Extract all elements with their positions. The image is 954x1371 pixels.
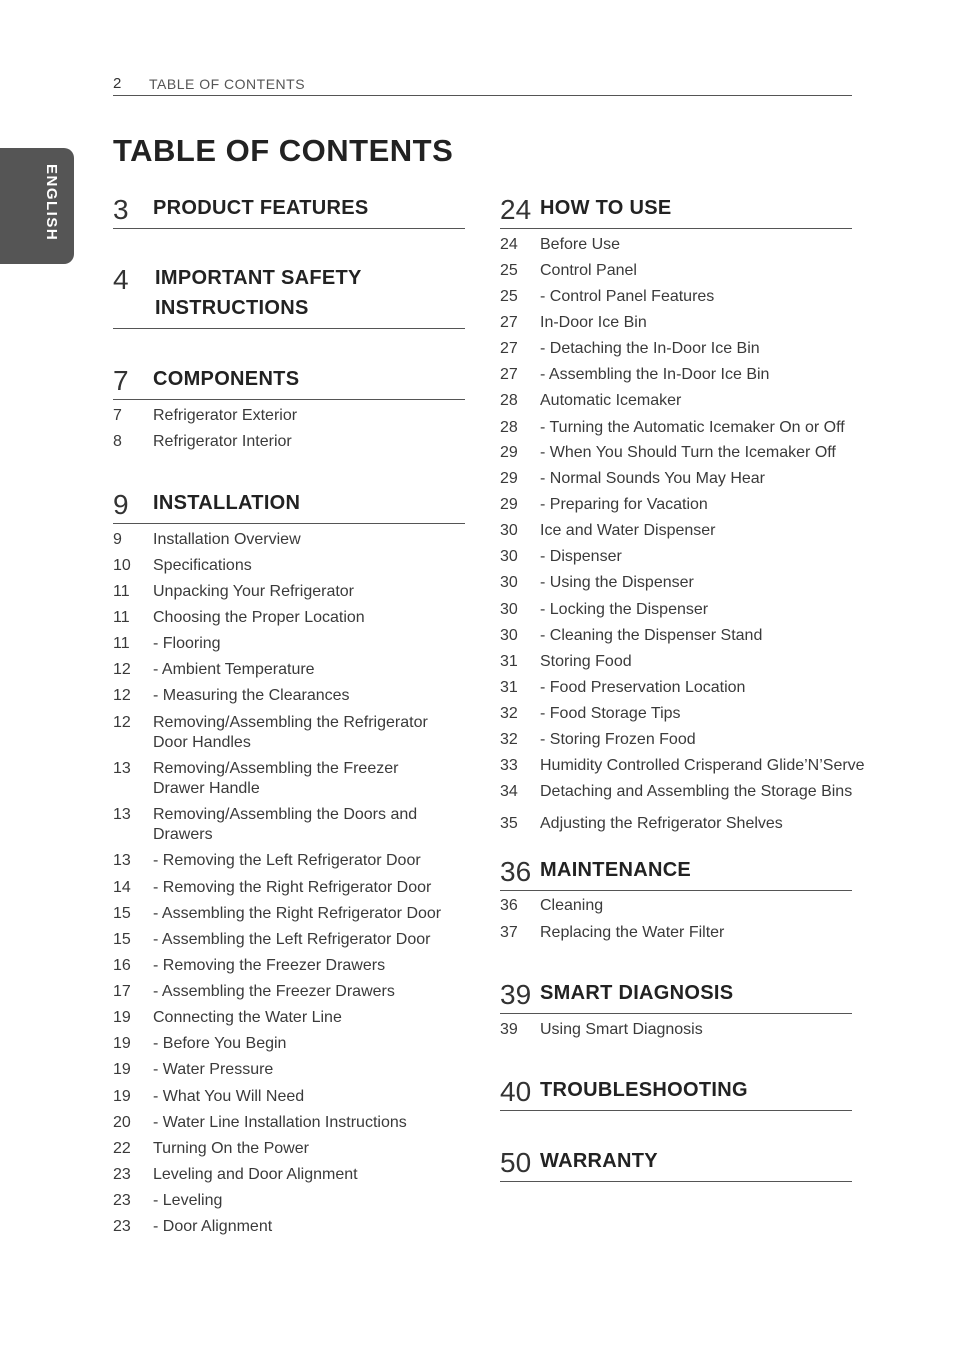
section-page-number: 50 — [500, 1147, 532, 1178]
entry-title-line: - Water Line Installation Instructions — [153, 1114, 407, 1131]
entry-page-number: 14 — [113, 879, 131, 896]
section-page-number: 40 — [500, 1076, 532, 1107]
entry-title-line: - When You Should Turn the Icemaker Off — [540, 444, 836, 461]
entry-page-number: 32 — [500, 705, 518, 722]
entry-page-number: 17 — [113, 983, 131, 1000]
entry-page-number: 37 — [500, 924, 518, 941]
entry-page-number: 22 — [113, 1140, 131, 1157]
section-title — [540, 193, 672, 223]
entry-page-number: 35 — [500, 815, 518, 832]
page-title: TABLE OF CONTENTS — [113, 133, 454, 168]
section-title-line: COMPONENTS — [153, 368, 300, 390]
entry-title — [540, 782, 852, 802]
entry-title — [540, 896, 603, 916]
entry-title-line: - Leveling — [153, 1192, 223, 1209]
entry-title — [540, 652, 632, 672]
entry-title-line: Specifications — [153, 557, 252, 574]
entry-title-line: Drawers — [153, 826, 213, 843]
entry-page-number: 29 — [500, 470, 518, 487]
section-title — [153, 193, 369, 223]
entry-title — [153, 1034, 286, 1054]
entry-title-line: Using Smart Diagnosis — [540, 1021, 703, 1038]
section-page-number: 3 — [113, 194, 129, 225]
entry-page-number: 20 — [113, 1114, 131, 1131]
entry-title — [153, 608, 365, 628]
entry-title-line: - Before You Begin — [153, 1035, 287, 1052]
entry-title — [153, 904, 441, 924]
entry-title-line: Connecting the Water Line — [153, 1009, 342, 1026]
entry-title-line: Unpacking Your Refrigerator — [153, 583, 355, 600]
entry-title — [153, 851, 421, 871]
entry-page-number: 29 — [500, 444, 518, 461]
entry-title — [540, 418, 845, 438]
entry-title-line: - What You Will Need — [153, 1088, 305, 1105]
entry-title-line: Detaching and Assembling the Storage Bins — [540, 783, 853, 800]
entry-title — [540, 600, 708, 620]
section-title-line: IMPORTANT SAFETY — [155, 267, 362, 289]
entry-page-number: 33 — [500, 757, 518, 774]
entry-title — [153, 556, 252, 576]
entry-title-line: - Detaching the In-Door Ice Bin — [540, 340, 760, 357]
entry-page-number: 24 — [500, 236, 518, 253]
entry-title-line: - Ambient Temperature — [153, 661, 315, 678]
entry-title — [153, 930, 430, 950]
entry-page-number: 39 — [500, 1021, 518, 1038]
section-title-line: INSTALLATION — [153, 492, 301, 514]
entry-title — [540, 730, 696, 750]
entry-page-number: 25 — [500, 288, 518, 305]
entry-title — [153, 1191, 222, 1211]
entry-page-number: 9 — [113, 531, 122, 548]
entry-page-number: 30 — [500, 627, 518, 644]
entry-title-line: Automatic Icemaker — [540, 392, 682, 409]
entry-title — [153, 805, 417, 845]
section-page-number: 36 — [500, 856, 532, 887]
entry-page-number: 34 — [500, 783, 518, 800]
entry-title-line: - Control Panel Features — [540, 288, 715, 305]
section-page-number: 9 — [113, 489, 129, 520]
entry-title-line: Choosing the Proper Location — [153, 609, 365, 626]
entry-title-line: - Food Storage Tips — [540, 705, 681, 722]
entry-page-number: 36 — [500, 897, 518, 914]
entry-title-line: Removing/Assembling the Doors and — [153, 806, 418, 823]
section-page-number: 24 — [500, 194, 532, 225]
entry-title-line: Leveling and Door Alignment — [153, 1166, 358, 1183]
entry-page-number: 15 — [113, 931, 131, 948]
entry-title-line: - Storing Frozen Food — [540, 731, 696, 748]
entry-title-line: - Dispenser — [540, 548, 622, 565]
entry-title — [540, 235, 620, 255]
section-page-number: 4 — [113, 264, 129, 295]
entry-title-line: - Assembling the Right Refrigerator Door — [153, 905, 442, 922]
entry-title — [540, 756, 865, 776]
entry-title-line: - Measuring the Clearances — [153, 687, 350, 704]
entry-page-number: 30 — [500, 574, 518, 591]
section-title — [540, 1146, 658, 1176]
entry-title-line: Before Use — [540, 236, 621, 253]
running-title: TABLE OF CONTENTS — [149, 76, 306, 92]
entry-title — [540, 443, 836, 463]
section-title-line: HOW TO USE — [540, 197, 672, 219]
section-page-number: 7 — [113, 365, 129, 396]
entry-page-number: 28 — [500, 419, 518, 436]
entry-page-number: 13 — [113, 852, 131, 869]
entry-title — [540, 1020, 703, 1040]
entry-title — [153, 1165, 358, 1185]
section-heading — [500, 850, 852, 891]
section-title — [540, 855, 691, 885]
entry-title-line: Cleaning — [540, 897, 604, 914]
entry-title-line: Humidity Controlled Crisperand Glide’N’Serve — [540, 757, 865, 774]
entry-title — [540, 313, 647, 333]
section-page-number: 39 — [500, 979, 532, 1010]
entry-title — [540, 573, 694, 593]
entry-page-number: 23 — [113, 1192, 131, 1209]
entry-title — [153, 686, 350, 706]
entry-page-number: 19 — [113, 1088, 131, 1105]
entry-title-line: Ice and Water Dispenser — [540, 522, 716, 539]
entry-page-number: 11 — [113, 635, 130, 652]
entry-title — [540, 287, 714, 307]
language-tab — [0, 148, 74, 264]
section-title — [153, 488, 300, 518]
section-heading — [113, 258, 465, 329]
entry-title — [153, 878, 431, 898]
entry-title — [153, 713, 428, 753]
section-heading — [500, 973, 852, 1014]
entry-page-number: 12 — [113, 714, 131, 731]
entry-title — [540, 626, 762, 646]
entry-page-number: 7 — [113, 407, 122, 424]
entry-page-number: 29 — [500, 496, 518, 513]
entry-title-line: - Assembling the Left Refrigerator Door — [153, 931, 431, 948]
entry-title — [540, 704, 681, 724]
entry-title — [153, 634, 221, 654]
section-title-line: TROUBLESHOOTING — [540, 1079, 748, 1101]
entry-page-number: 31 — [500, 679, 518, 696]
section-title-line: SMART DIAGNOSIS — [540, 982, 734, 1004]
entry-title — [540, 365, 769, 385]
section-heading — [113, 359, 465, 400]
running-header — [113, 73, 852, 96]
entry-title-line: Removing/Assembling the Refrigerator — [153, 714, 428, 731]
entry-title — [540, 261, 637, 281]
section-heading — [500, 1141, 852, 1182]
section-title — [155, 263, 362, 323]
section-heading — [500, 1070, 852, 1111]
section-title — [153, 364, 299, 394]
entry-page-number: 27 — [500, 366, 518, 383]
entry-title-line: - Food Preservation Location — [540, 679, 746, 696]
entry-title-line: - Turning the Automatic Icemaker On or Off — [540, 419, 845, 436]
entry-title-line: - Removing the Right Refrigerator Door — [153, 879, 432, 896]
section-heading — [113, 188, 465, 229]
entry-page-number: 13 — [113, 806, 131, 823]
entry-title — [153, 1060, 273, 1080]
entry-page-number: 11 — [113, 609, 130, 626]
entry-title-line: Storing Food — [540, 653, 632, 670]
entry-title-line: Replacing the Water Filter — [540, 924, 725, 941]
entry-page-number: 8 — [113, 433, 122, 450]
entry-title-line: - Using the Dispenser — [540, 574, 694, 591]
entry-title-line: - Water Pressure — [153, 1061, 274, 1078]
entry-title-line: - Normal Sounds You May Hear — [540, 470, 765, 487]
entry-title — [540, 391, 681, 411]
language-tab-label: ENGLISH — [43, 164, 60, 242]
entry-title — [153, 956, 385, 976]
entry-title-line: - Assembling the Freezer Drawers — [153, 983, 395, 1000]
entry-title — [153, 1113, 407, 1133]
entry-title-line: Adjusting the Refrigerator Shelves — [540, 815, 783, 832]
entry-title-line: Control Panel — [540, 262, 637, 279]
entry-title — [153, 432, 292, 452]
entry-page-number: 10 — [113, 557, 131, 574]
entry-title — [153, 582, 354, 602]
entry-title-line: Drawer Handle — [153, 780, 260, 797]
entry-title — [540, 495, 708, 515]
entry-page-number: 31 — [500, 653, 518, 670]
entry-title-line: Installation Overview — [153, 531, 301, 548]
entry-title-line: - Removing the Left Refrigerator Door — [153, 852, 421, 869]
entry-title — [153, 1217, 272, 1237]
entry-page-number: 19 — [113, 1035, 131, 1052]
entry-title-line: Removing/Assembling the Freezer — [153, 760, 399, 777]
entry-title-line: - Cleaning the Dispenser Stand — [540, 627, 763, 644]
entry-title-line: - Preparing for Vacation — [540, 496, 708, 513]
entry-page-number: 32 — [500, 731, 518, 748]
entry-title — [540, 678, 745, 698]
entry-page-number: 19 — [113, 1009, 131, 1026]
page-number: 2 — [113, 75, 122, 92]
section-title-line: PRODUCT FEATURES — [153, 197, 369, 219]
entry-title — [540, 339, 760, 359]
section-heading — [113, 483, 465, 524]
entry-title-line: - Locking the Dispenser — [540, 601, 709, 618]
entry-page-number: 30 — [500, 548, 518, 565]
entry-title — [540, 547, 622, 567]
entry-page-number: 11 — [113, 583, 130, 600]
entry-page-number: 30 — [500, 522, 518, 539]
entry-title-line: Turning On the Power — [153, 1140, 309, 1157]
section-title-line: INSTRUCTIONS — [155, 297, 309, 319]
section-title-line: WARRANTY — [540, 1150, 658, 1172]
entry-title-line: In-Door Ice Bin — [540, 314, 647, 331]
entry-title-line: Door Handles — [153, 734, 251, 751]
entry-title — [153, 1087, 304, 1107]
entry-title — [540, 521, 715, 541]
entry-title — [153, 530, 301, 550]
entry-title-line: - Assembling the In-Door Ice Bin — [540, 366, 770, 383]
entry-page-number: 23 — [113, 1218, 131, 1235]
entry-title — [540, 923, 724, 943]
entry-page-number: 16 — [113, 957, 131, 974]
entry-title-line: - Door Alignment — [153, 1218, 273, 1235]
entry-title — [153, 1139, 309, 1159]
entry-title — [153, 660, 315, 680]
entry-page-number: 27 — [500, 314, 518, 331]
entry-page-number: 23 — [113, 1166, 131, 1183]
entry-title — [153, 759, 398, 799]
entry-title-line: Refrigerator Exterior — [153, 407, 298, 424]
entry-title — [540, 814, 783, 834]
entry-title — [540, 469, 765, 489]
section-title — [540, 1075, 748, 1105]
section-title-line: MAINTENANCE — [540, 859, 692, 881]
entry-page-number: 25 — [500, 262, 518, 279]
entry-title-line: Refrigerator Interior — [153, 433, 292, 450]
section-heading — [500, 188, 852, 229]
entry-title-line: - Flooring — [153, 635, 221, 652]
entry-page-number: 12 — [113, 661, 131, 678]
entry-page-number: 27 — [500, 340, 518, 357]
entry-page-number: 12 — [113, 687, 131, 704]
entry-title — [153, 406, 297, 426]
entry-title-line: - Removing the Freezer Drawers — [153, 957, 386, 974]
entry-title — [153, 982, 395, 1002]
entry-title — [153, 1008, 342, 1028]
section-title — [540, 978, 733, 1008]
entry-page-number: 13 — [113, 760, 131, 777]
entry-page-number: 19 — [113, 1061, 131, 1078]
entry-page-number: 28 — [500, 392, 518, 409]
entry-page-number: 30 — [500, 601, 518, 618]
entry-page-number: 15 — [113, 905, 131, 922]
